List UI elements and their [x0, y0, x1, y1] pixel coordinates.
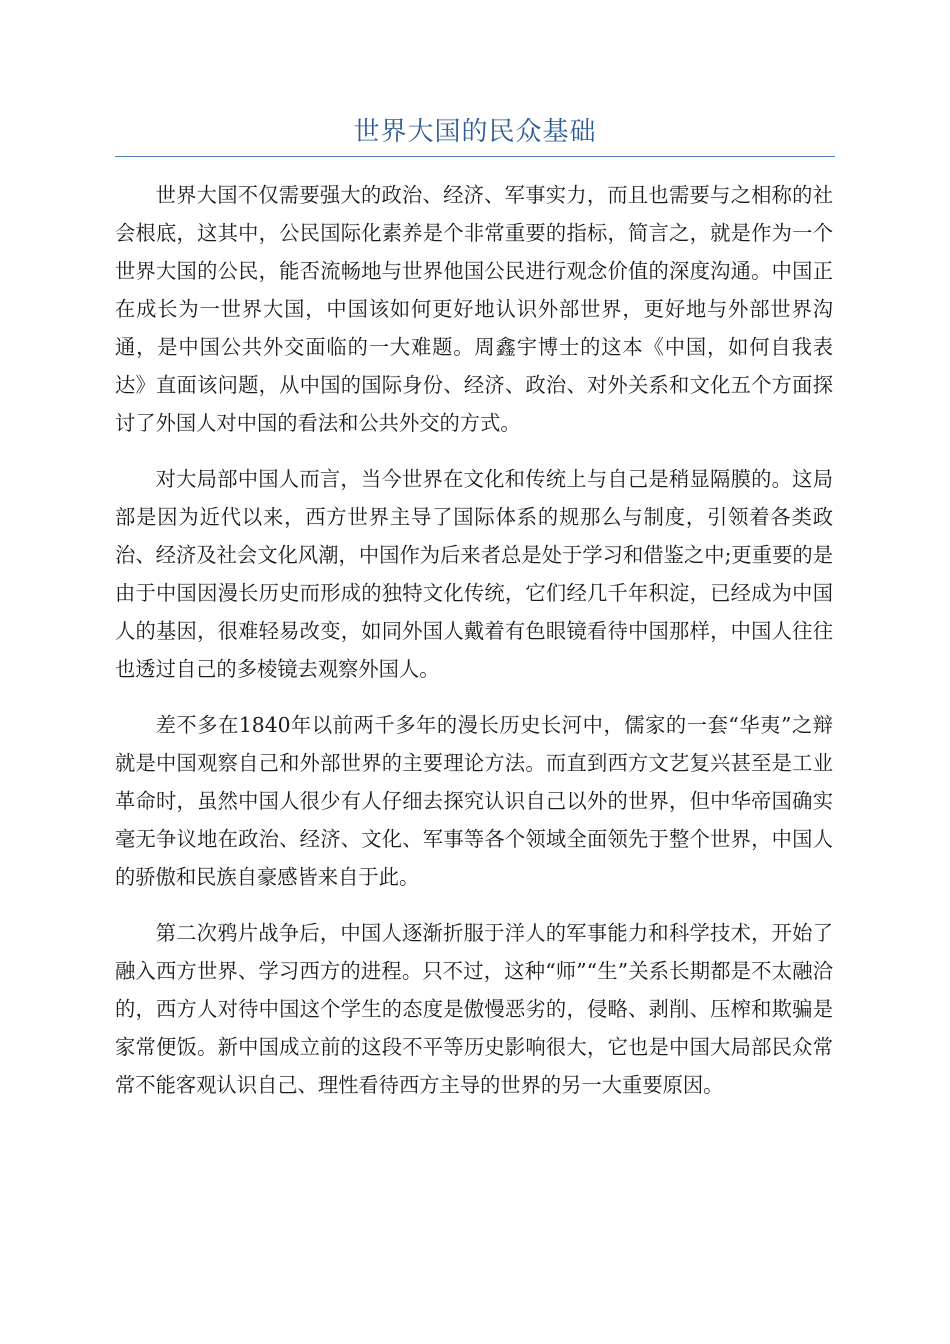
title-block	[115, 112, 835, 157]
paragraph-3: 差不多在1840年以前两千多年的漫长历史长河中，儒家的一套“华夷”之辩就是中国观察自己和外部世界的主要理论方法。而直到西方文艺复兴甚至是工业革命时，虽然中国人很少有人仔细去探究认识自己以外的世界，但中华帝国确实毫无争议地在政治、经济、文化、军事等各个领域全面领先于整个世界，中国人的骄傲和民族自豪感皆来自于此。	[115, 713, 833, 889]
article-body	[115, 176, 833, 1122]
paragraph-4: 第二次鸦片战争后，中国人逐渐折服于洋人的军事能力和科学技术，开始了融入西方世界、学习西方的进程。只不过，这种“师”“生”关系长期都是不太融洽的，西方人对待中国这个学生的态度是傲慢恶劣的，侵略、剥削、压榨和欺骗是家常便饭。新中国成立前的这段不平等历史影响很大，它也是中国大局部民众常常不能客观认识自己、理性看待西方主导的世界的另一大重要原因。	[115, 921, 833, 1097]
paragraph-2: 对大局部中国人而言，当今世界在文化和传统上与自己是稍显隔膜的。这局部是因为近代以来，西方世界主导了国际体系的规那么与制度，引领着各类政治、经济及社会文化风潮，中国作为后来者总是处于学习和借鉴之中;更重要的是由于中国因漫长历史而形成的独特文化传统，它们经几千年积淀，已经成为中国人的基因，很难轻易改变，如同外国人戴着有色眼镜看待中国那样，中国人往往也透过自己的多棱镜去观察外国人。	[115, 467, 833, 681]
page-title: 世界大国的民众基础	[353, 117, 597, 147]
paragraph-1: 世界大国不仅需要强大的政治、经济、军事实力，而且也需要与之相称的社会根底，这其中，公民国际化素养是个非常重要的指标，简言之，就是作为一个世界大国的公民，能否流畅地与世界他国公民进行观念价值的深度沟通。中国正在成长为一世界大国，中国该如何更好地认识外部世界，更好地与外部世界沟通，是中国公共外交面临的一大难题。周鑫宇博士的这本《中国，如何自我表达》直面该问题，从中国的国际身份、经济、政治、对外关系和文化五个方面探讨了外国人对中国的看法和公共外交的方式。	[115, 183, 833, 435]
